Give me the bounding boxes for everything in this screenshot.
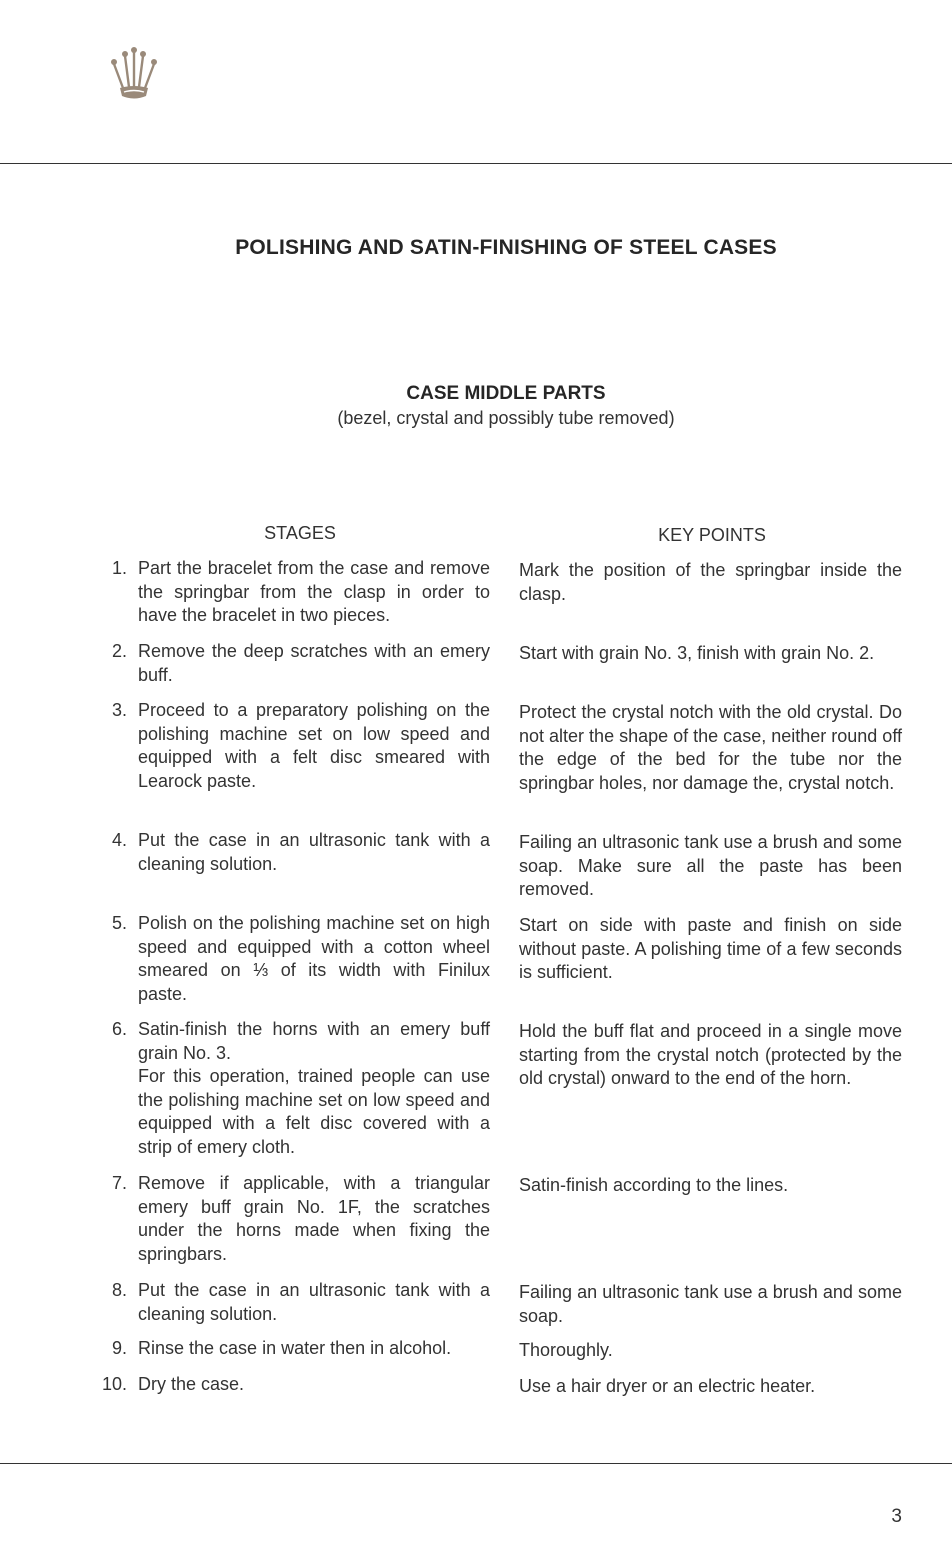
page-title: POLISHING AND SATIN-FINISHING OF STEEL CASES (235, 236, 777, 259)
stage-number: 6. (111, 1019, 127, 1039)
key-point-text: Failing an ultrasonic tank use a brush and some soap. (519, 1282, 902, 1326)
key-point-text: Failing an ultrasonic tank use a brush and some soap. Make sure all the paste has been removed. (519, 832, 902, 900)
stage-text: Part the bracelet from the case and remove the springbar from the clasp in order to have the bracelet in two pieces. (138, 558, 490, 626)
key-points-column-header: KEY POINTS (658, 525, 766, 545)
footer-rule (0, 1463, 952, 1464)
stage-number: 2. (111, 641, 127, 661)
stage-text: Put the case in an ultrasonic tank with a cleaning solution. (138, 1280, 490, 1324)
stage-text: Proceed to a preparatory polishing on the polishing machine set on low speed and equipped with a felt disc smeared with Learock paste. (138, 700, 490, 791)
header-rule (0, 163, 952, 164)
crown-icon (106, 44, 162, 104)
stage-text: Rinse the case in water then in alcohol. (138, 1338, 452, 1358)
stages-column-header: STAGES (264, 523, 336, 543)
stage-number: 9. (111, 1338, 127, 1358)
key-point-text: Start with grain No. 3, finish with grain No. 2. (519, 643, 875, 663)
section-title: CASE MIDDLE PARTS (406, 383, 606, 404)
key-point-text: Use a hair dryer or an electric heater. (519, 1376, 816, 1396)
stage-number: 5. (111, 913, 127, 933)
stage-number: 10. (101, 1374, 127, 1394)
stage-text: Remove the deep scratches with an emery buff. (138, 641, 490, 685)
stage-number: 7. (111, 1173, 127, 1193)
key-point-text: Satin-finish according to the lines. (519, 1175, 789, 1195)
stage-number: 4. (111, 830, 127, 850)
key-point-text: Protect the crystal notch with the old crystal. Do not alter the shape of the case, neither round off the edge of the bed for the tube nor the springbar holes, nor damage the, crystal notch. (519, 702, 902, 793)
page-number: 3 (891, 1506, 902, 1527)
stage-text: Remove if applicable, with a triangular emery buff grain No. 1F, the scratches under the horns made when fixing the springbars. (138, 1173, 490, 1264)
key-point-text: Start on side with paste and finish on side without paste. A polishing time of a few seconds is sufficient. (519, 915, 902, 983)
stage-number: 8. (111, 1280, 127, 1300)
stage-text: Put the case in an ultrasonic tank with a cleaning solution. (138, 830, 490, 874)
stage-text: Dry the case. (138, 1374, 245, 1394)
stage-text: Polish on the polishing machine set on high speed and equipped with a cotton wheel smeared on ⅓ of its width with Finilux paste. (138, 913, 490, 1004)
section-subtitle: (bezel, crystal and possibly tube removed) (337, 408, 675, 428)
stage-number: 1. (111, 558, 127, 578)
stage-text: Satin-finish the horns with an emery buff grain No. 3. For this operation, trained people can use the polishing machine set on low speed and equipped with a felt disc covered with a strip of emery cloth. (138, 1019, 490, 1157)
stage-number: 3. (111, 700, 127, 720)
key-point-text: Mark the position of the springbar inside the clasp. (519, 560, 902, 604)
key-point-text: Thoroughly. (519, 1340, 613, 1360)
key-point-text: Hold the buff flat and proceed in a single move starting from the crystal notch (protected by the old crystal) onward to the end of the horn. (519, 1021, 902, 1089)
